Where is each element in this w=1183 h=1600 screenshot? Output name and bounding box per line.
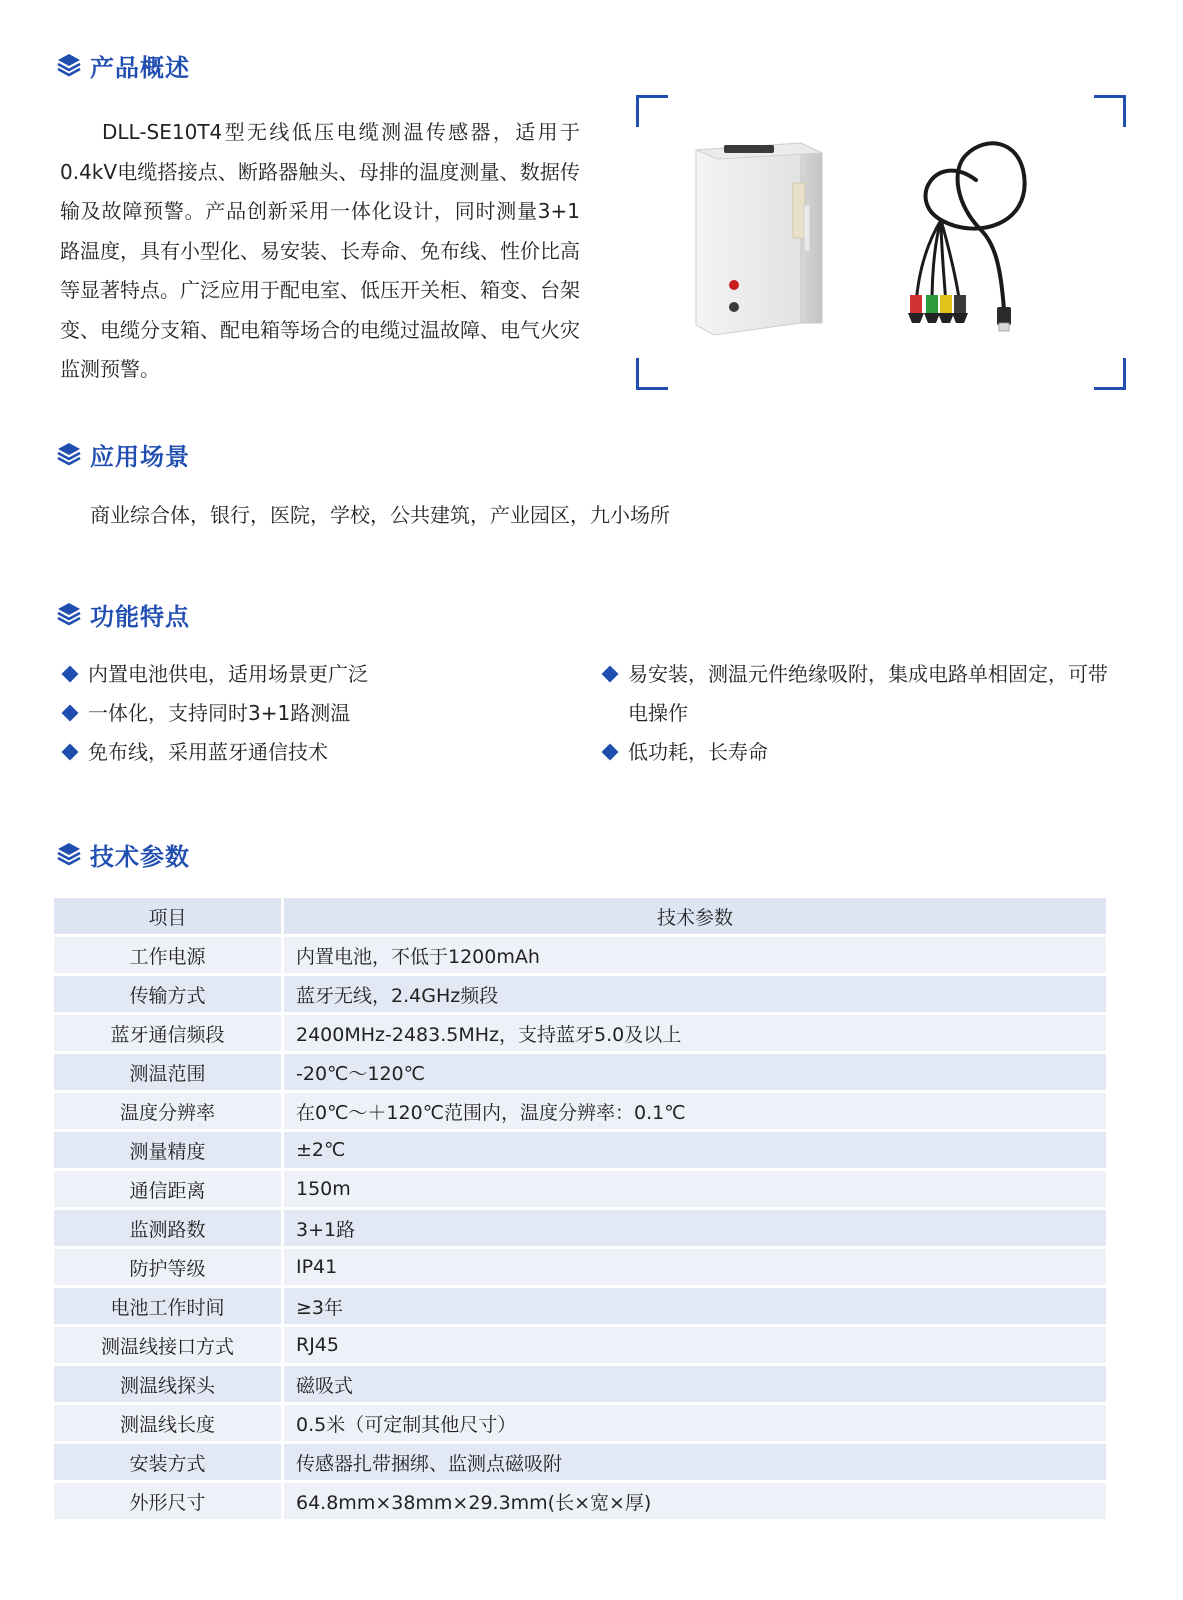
spec-item: 蓝牙通信频段 xyxy=(54,1015,284,1051)
feature-item xyxy=(60,694,580,733)
section-title-text: 产品概述 xyxy=(90,53,190,82)
table-row xyxy=(54,976,1106,1012)
header-item: 项目 xyxy=(54,898,284,934)
table-row xyxy=(54,1054,1106,1090)
table-row xyxy=(54,1444,1106,1480)
table-row xyxy=(54,1366,1106,1402)
spec-value: 3+1路 xyxy=(284,1210,1106,1246)
table-row xyxy=(54,1210,1106,1246)
table-row xyxy=(54,1288,1106,1324)
spec-item: 测温线长度 xyxy=(54,1405,284,1441)
spec-value: 蓝牙无线，2.4GHz频段 xyxy=(284,976,1106,1012)
spec-item: 防护等级 xyxy=(54,1249,284,1285)
spec-value: 64.8mm×38mm×29.3mm(长×宽×厚) xyxy=(284,1483,1106,1519)
section-title-text: 技术参数 xyxy=(90,842,190,871)
product-photo xyxy=(636,95,1126,390)
sensor-cable-image xyxy=(908,143,1025,331)
table-row xyxy=(54,1405,1106,1441)
sensor-box-image xyxy=(696,143,822,335)
header-value: 技术参数 xyxy=(284,898,1106,934)
diamond-icon xyxy=(62,705,79,722)
spec-item: 传输方式 xyxy=(54,976,284,1012)
diamond-icon xyxy=(602,744,619,761)
spec-item: 电池工作时间 xyxy=(54,1288,284,1324)
spec-value: 150m xyxy=(284,1171,1106,1207)
spec-table xyxy=(54,895,1106,1522)
section-title-features xyxy=(56,597,190,631)
spec-item: 测温线探头 xyxy=(54,1366,284,1402)
feature-item xyxy=(600,655,1120,733)
layers-icon xyxy=(56,52,82,78)
spec-item: 外形尺寸 xyxy=(54,1483,284,1519)
diamond-icon xyxy=(62,744,79,761)
spec-value: ≥3年 xyxy=(284,1288,1106,1324)
feature-item xyxy=(60,733,580,772)
spec-value: 0.5米（可定制其他尺寸） xyxy=(284,1405,1106,1441)
feature-text: 免布线，采用蓝牙通信技术 xyxy=(88,740,328,764)
feature-text: 易安装，测温元件绝缘吸附，集成电路单相固定，可带电操作 xyxy=(628,662,1108,725)
spec-value: 2400MHz-2483.5MHz，支持蓝牙5.0及以上 xyxy=(284,1015,1106,1051)
feature-item xyxy=(600,733,1120,772)
features-list-left xyxy=(60,655,580,772)
overview-paragraph: DLL-SE10T4型无线低压电缆测温传感器，适用于0.4kV电缆搭接点、断路器触头、母排的温度测量、数据传输及故障预警。产品创新采用一体化设计，同时测量3+1路温度，具有小型化、易安装、长寿命、免布线、性价比高等显著特点。广泛应用于配电室、低压开关柜、箱变、台架变、电缆分支箱、配电箱等场合的电缆过温故障、电气火灾监测预警。 xyxy=(60,120,580,381)
section-title-specs xyxy=(56,837,190,871)
feature-item xyxy=(60,655,580,694)
spec-item: 安装方式 xyxy=(54,1444,284,1480)
layers-icon xyxy=(56,601,82,627)
features-list-right xyxy=(600,655,1120,772)
section-title-scenario xyxy=(56,437,190,471)
spec-item: 温度分辨率 xyxy=(54,1093,284,1129)
table-row xyxy=(54,1249,1106,1285)
table-row xyxy=(54,1132,1106,1168)
spec-item: 测温线接口方式 xyxy=(54,1327,284,1363)
spec-value: 磁吸式 xyxy=(284,1366,1106,1402)
spec-table-header xyxy=(54,898,1106,934)
table-row xyxy=(54,1171,1106,1207)
table-row xyxy=(54,1483,1106,1519)
spec-value: 传感器扎带捆绑、监测点磁吸附 xyxy=(284,1444,1106,1480)
table-row xyxy=(54,1327,1106,1363)
spec-value: RJ45 xyxy=(284,1327,1106,1363)
feature-text: 低功耗，长寿命 xyxy=(628,740,768,764)
spec-value: ±2℃ xyxy=(284,1132,1106,1168)
layers-icon xyxy=(56,441,82,467)
table-row xyxy=(54,1015,1106,1051)
scenario-text: 商业综合体，银行，医院，学校，公共建筑，产业园区，九小场所 xyxy=(90,503,670,527)
spec-item: 监测路数 xyxy=(54,1210,284,1246)
product-image-frame xyxy=(636,95,1126,390)
spec-item: 测温范围 xyxy=(54,1054,284,1090)
diamond-icon xyxy=(62,666,79,683)
diamond-icon xyxy=(602,666,619,683)
section-title-overview xyxy=(56,48,190,82)
section-title-text: 功能特点 xyxy=(90,602,190,631)
spec-value: 在0℃～＋120℃范围内，温度分辨率：0.1℃ xyxy=(284,1093,1106,1129)
spec-item: 通信距离 xyxy=(54,1171,284,1207)
spec-item: 测量精度 xyxy=(54,1132,284,1168)
spec-value: 内置电池，不低于1200mAh xyxy=(284,937,1106,973)
section-title-text: 应用场景 xyxy=(90,442,190,471)
spec-value: -20℃～120℃ xyxy=(284,1054,1106,1090)
feature-text: 一体化，支持同时3+1路测温 xyxy=(88,701,351,725)
table-row xyxy=(54,1093,1106,1129)
spec-value: IP41 xyxy=(284,1249,1106,1285)
feature-text: 内置电池供电，适用场景更广泛 xyxy=(88,662,368,686)
table-row xyxy=(54,937,1106,973)
spec-item: 工作电源 xyxy=(54,937,284,973)
layers-icon xyxy=(56,841,82,867)
